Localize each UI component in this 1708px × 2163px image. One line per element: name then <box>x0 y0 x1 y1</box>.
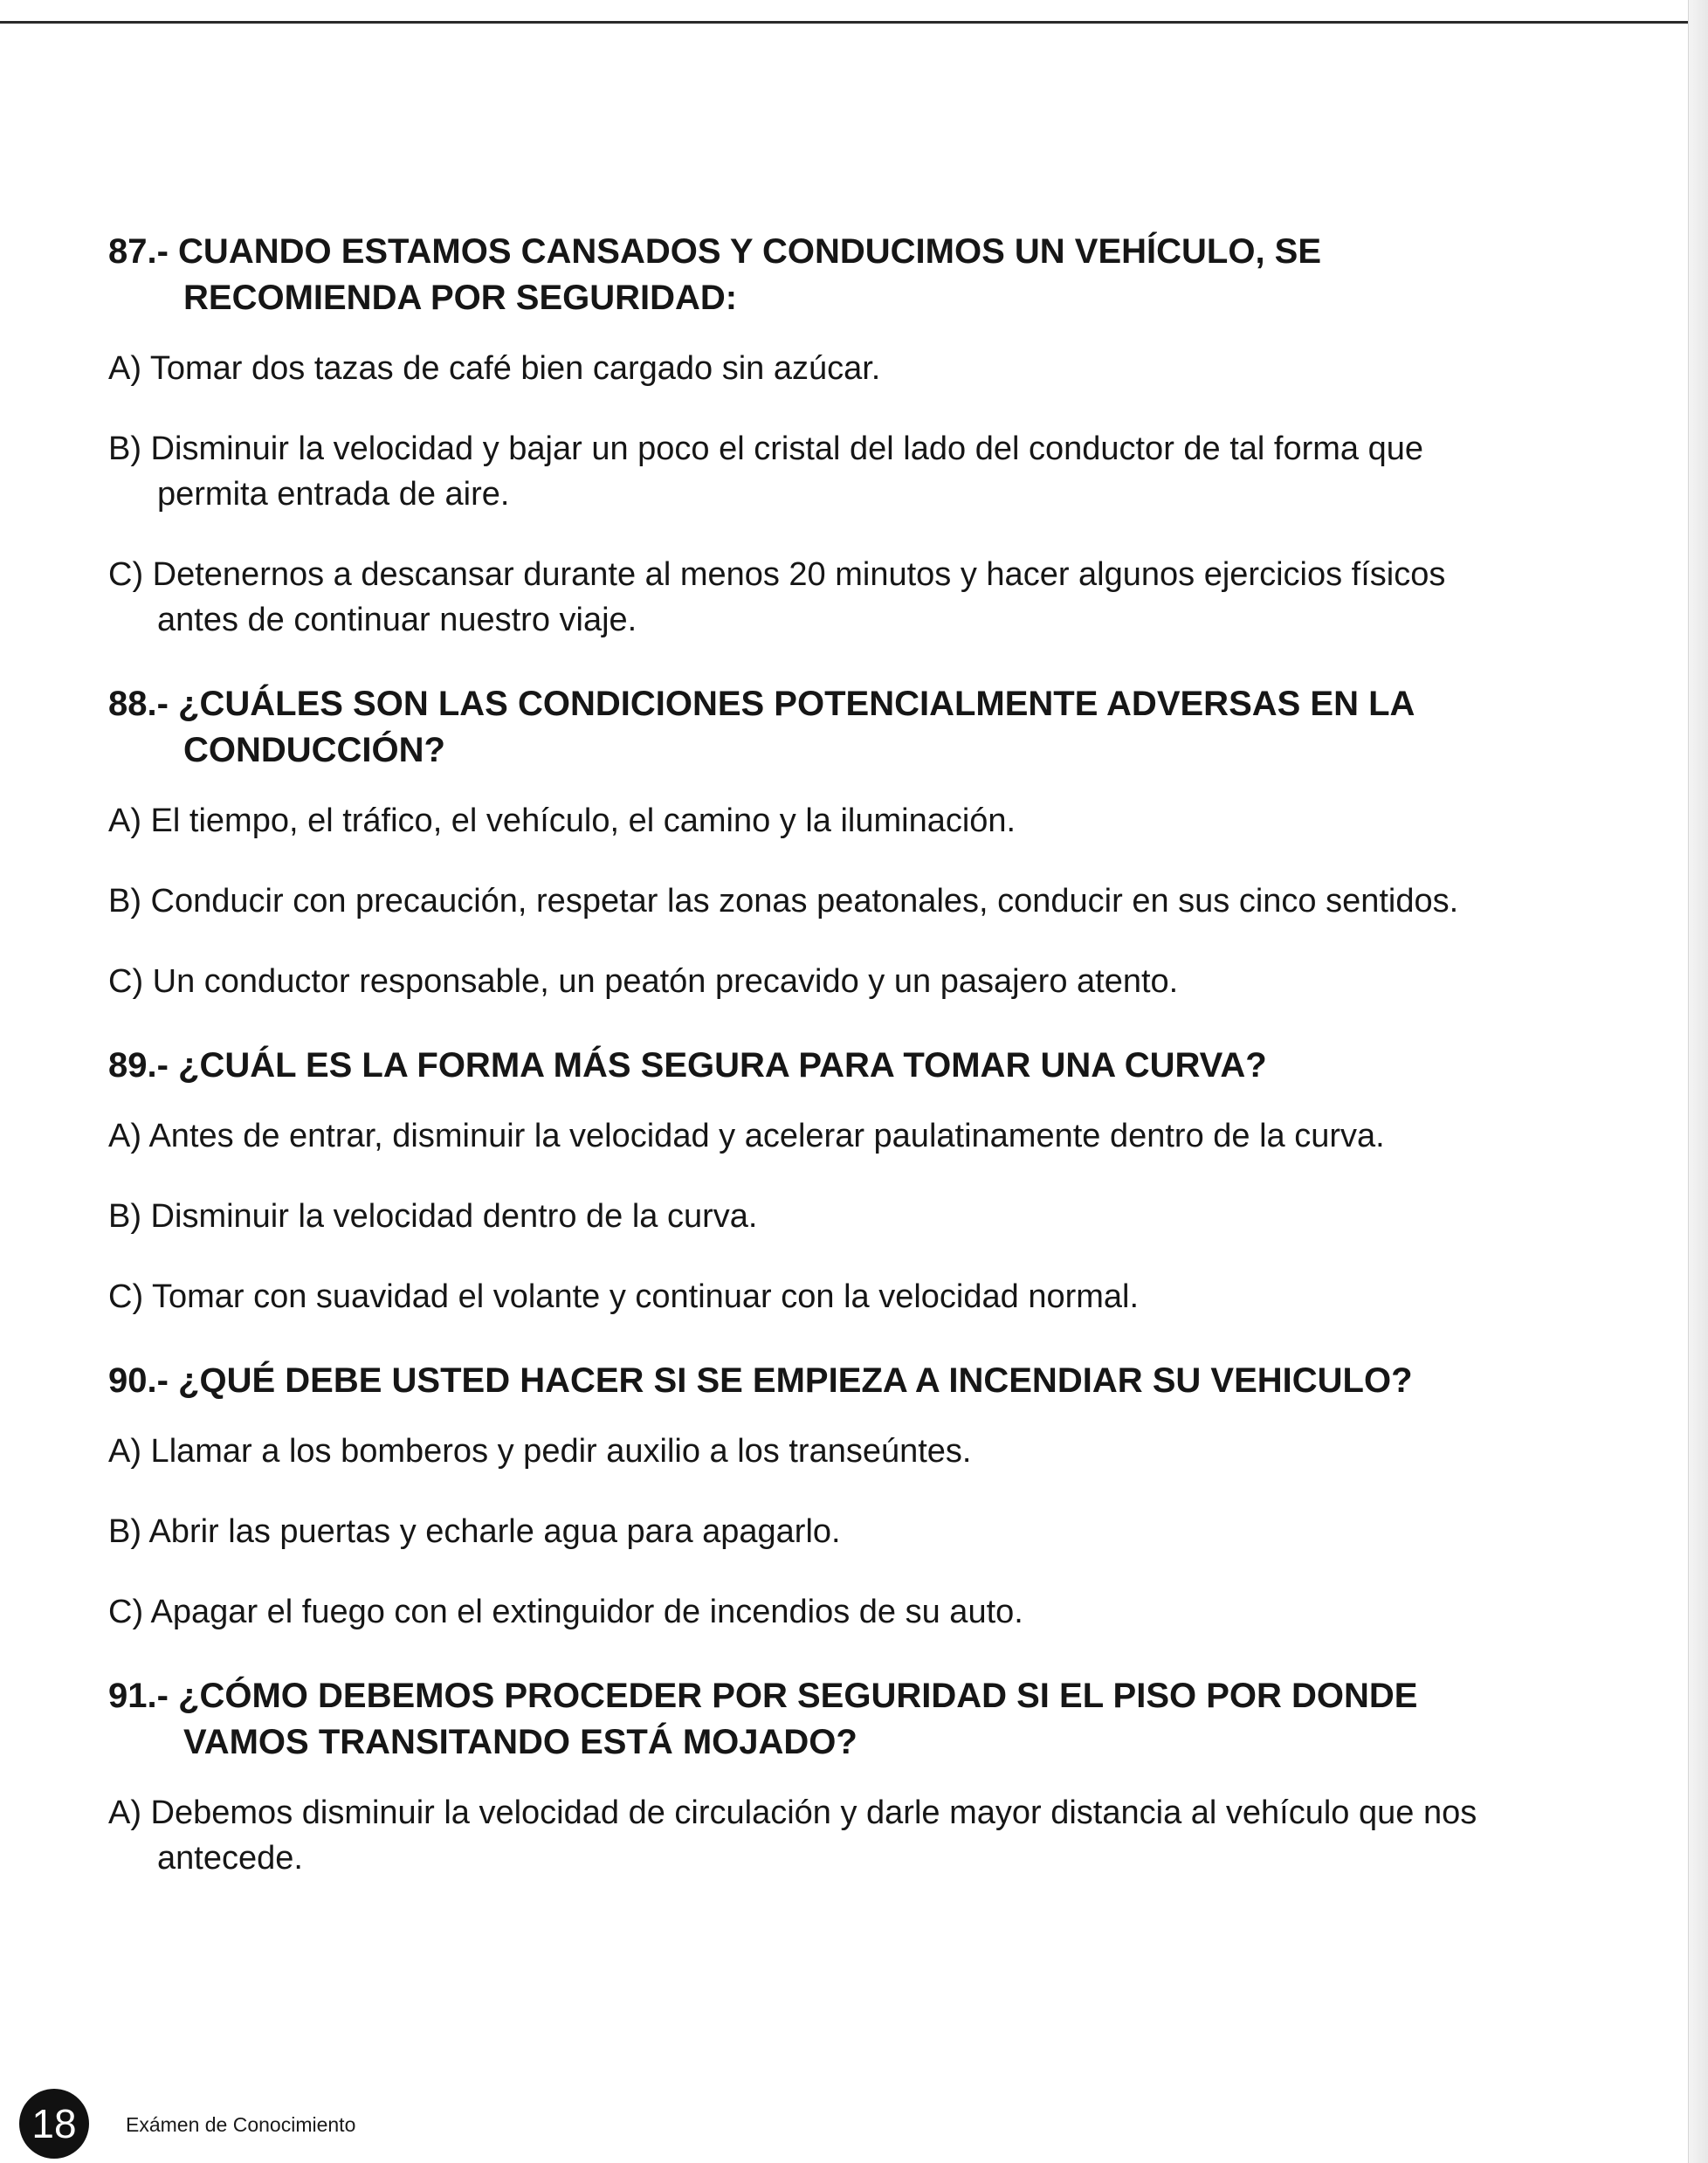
option-a: A) Tomar dos tazas de café bien cargado sin azúcar. <box>108 350 881 387</box>
question-title: 89.- ¿CUÁL ES LA FORMA MÁS SEGURA PARA TOMAR UNA CURVA? <box>108 1046 1267 1085</box>
option-b: B) Conducir con precaución, respetar las zonas peatonales, conducir en sus cinco sentidos. <box>108 883 1459 920</box>
option-a: A) Llamar a los bomberos y pedir auxilio a los transeúntes. <box>108 1433 972 1470</box>
question-87 <box>108 229 1514 643</box>
question-title: 88.- ¿CUÁLES SON LAS CONDICIONES POTENCIALMENTE ADVERSAS EN LA CONDUCCIÓN? <box>108 685 1414 769</box>
question-title: 90.- ¿QUÉ DEBE USTED HACER SI SE EMPIEZA A INCENDIAR SU VEHICULO? <box>108 1361 1413 1400</box>
page-edge <box>1688 0 1708 2163</box>
question-title: 91.- ¿CÓMO DEBEMOS PROCEDER POR SEGURIDAD SI EL PISO POR DONDE VAMOS TRANSITANDO ESTÁ MOJADO? <box>108 1677 1418 1761</box>
footer-title: Exámen de Conocimiento <box>126 2113 356 2136</box>
question-88 <box>108 681 1514 1004</box>
page-number-badge: 18 <box>19 2089 89 2159</box>
option-b: B) Disminuir la velocidad y bajar un poco el cristal del lado del conductor de tal forma que permita entrada de aire. <box>108 431 1424 513</box>
option-c: C) Tomar con suavidad el volante y continuar con la velocidad normal. <box>108 1278 1140 1315</box>
option-c: C) Apagar el fuego con el extinguidor de incendios de su auto. <box>108 1594 1023 1630</box>
option-b: B) Abrir las puertas y echarle agua para apagarlo. <box>108 1513 841 1550</box>
top-rule <box>0 21 1690 24</box>
option-a: A) Antes de entrar, disminuir la velocidad y acelerar paulatinamente dentro de la curva. <box>108 1118 1385 1154</box>
question-list <box>108 229 1514 1919</box>
question-title: 87.- CUANDO ESTAMOS CANSADOS Y CONDUCIMOS UN VEHÍCULO, SE RECOMIENDA POR SEGURIDAD: <box>108 232 1322 317</box>
option-c: C) Detenernos a descansar durante al menos 20 minutos y hacer algunos ejercicios físicos antes de continuar nuestro viaje. <box>108 556 1446 638</box>
question-89 <box>108 1043 1514 1319</box>
option-a: A) Debemos disminuir la velocidad de circulación y darle mayor distancia al vehículo que nos antecede. <box>108 1794 1477 1877</box>
option-b: B) Disminuir la velocidad dentro de la curva. <box>108 1198 758 1235</box>
question-90 <box>108 1358 1514 1635</box>
option-c: C) Un conductor responsable, un peatón precavido y un pasajero atento. <box>108 963 1179 1000</box>
option-a: A) El tiempo, el tráfico, el vehículo, el camino y la iluminación. <box>108 803 1016 839</box>
question-91 <box>108 1673 1514 1881</box>
